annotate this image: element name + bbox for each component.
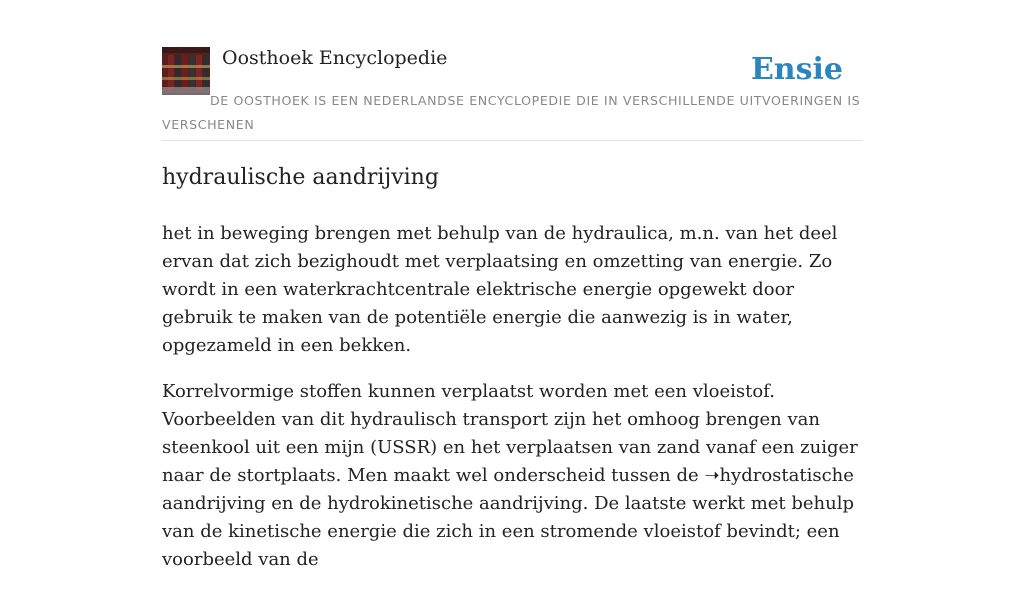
paragraph-text: en de hydrokinetische aandrijving. De laatste werkt met behulp van de kinetische energie die zich in een stromende vloeistof bevindt; een voorbeeld van de — [162, 493, 855, 570]
brand-logo[interactable]: Ensie — [750, 52, 843, 87]
article — [162, 158, 864, 592]
article-title: hydraulische aandrijving — [162, 165, 439, 190]
article-paragraph — [162, 378, 864, 574]
book-spines-icon — [162, 47, 210, 95]
site-name[interactable]: Oosthoek Encyclopedie — [222, 47, 448, 69]
article-paragraph: het in beweging brengen met behulp van de hydraulica, m.n. van het deel ervan dat zich bezighoudt met verplaatsing en omzetting van energie. Zo wordt in een waterkrachtcentrale elektrische energie opgewekt door gebruik te maken van de potentiële energie die aanwezig is in water, opgezameld in een bekken. — [162, 223, 838, 356]
paragraph-text: Korrelvormige stoffen kunnen verplaatst worden met een vloeistof. Voorbeelden van dit hydraulisch transport zijn het omhoog brengen van steenkool uit een mijn (USSR) en het verplaatsen van zand vanaf een zuiger naar de stortplaats. Men maakt wel onderscheid tussen de — [162, 381, 858, 486]
hydrostatische-aandrijving-link[interactable]: ➝hydrostatische aandrijving — [162, 465, 854, 514]
site-header — [162, 46, 862, 141]
site-tagline: DE OOSTHOEK IS EEN NEDERLANDSE ENCYCLOPEDIE DIE IN VERSCHILLENDE UITVOERINGEN IS VERSCHENEN — [162, 93, 861, 132]
avatar[interactable] — [162, 47, 210, 95]
